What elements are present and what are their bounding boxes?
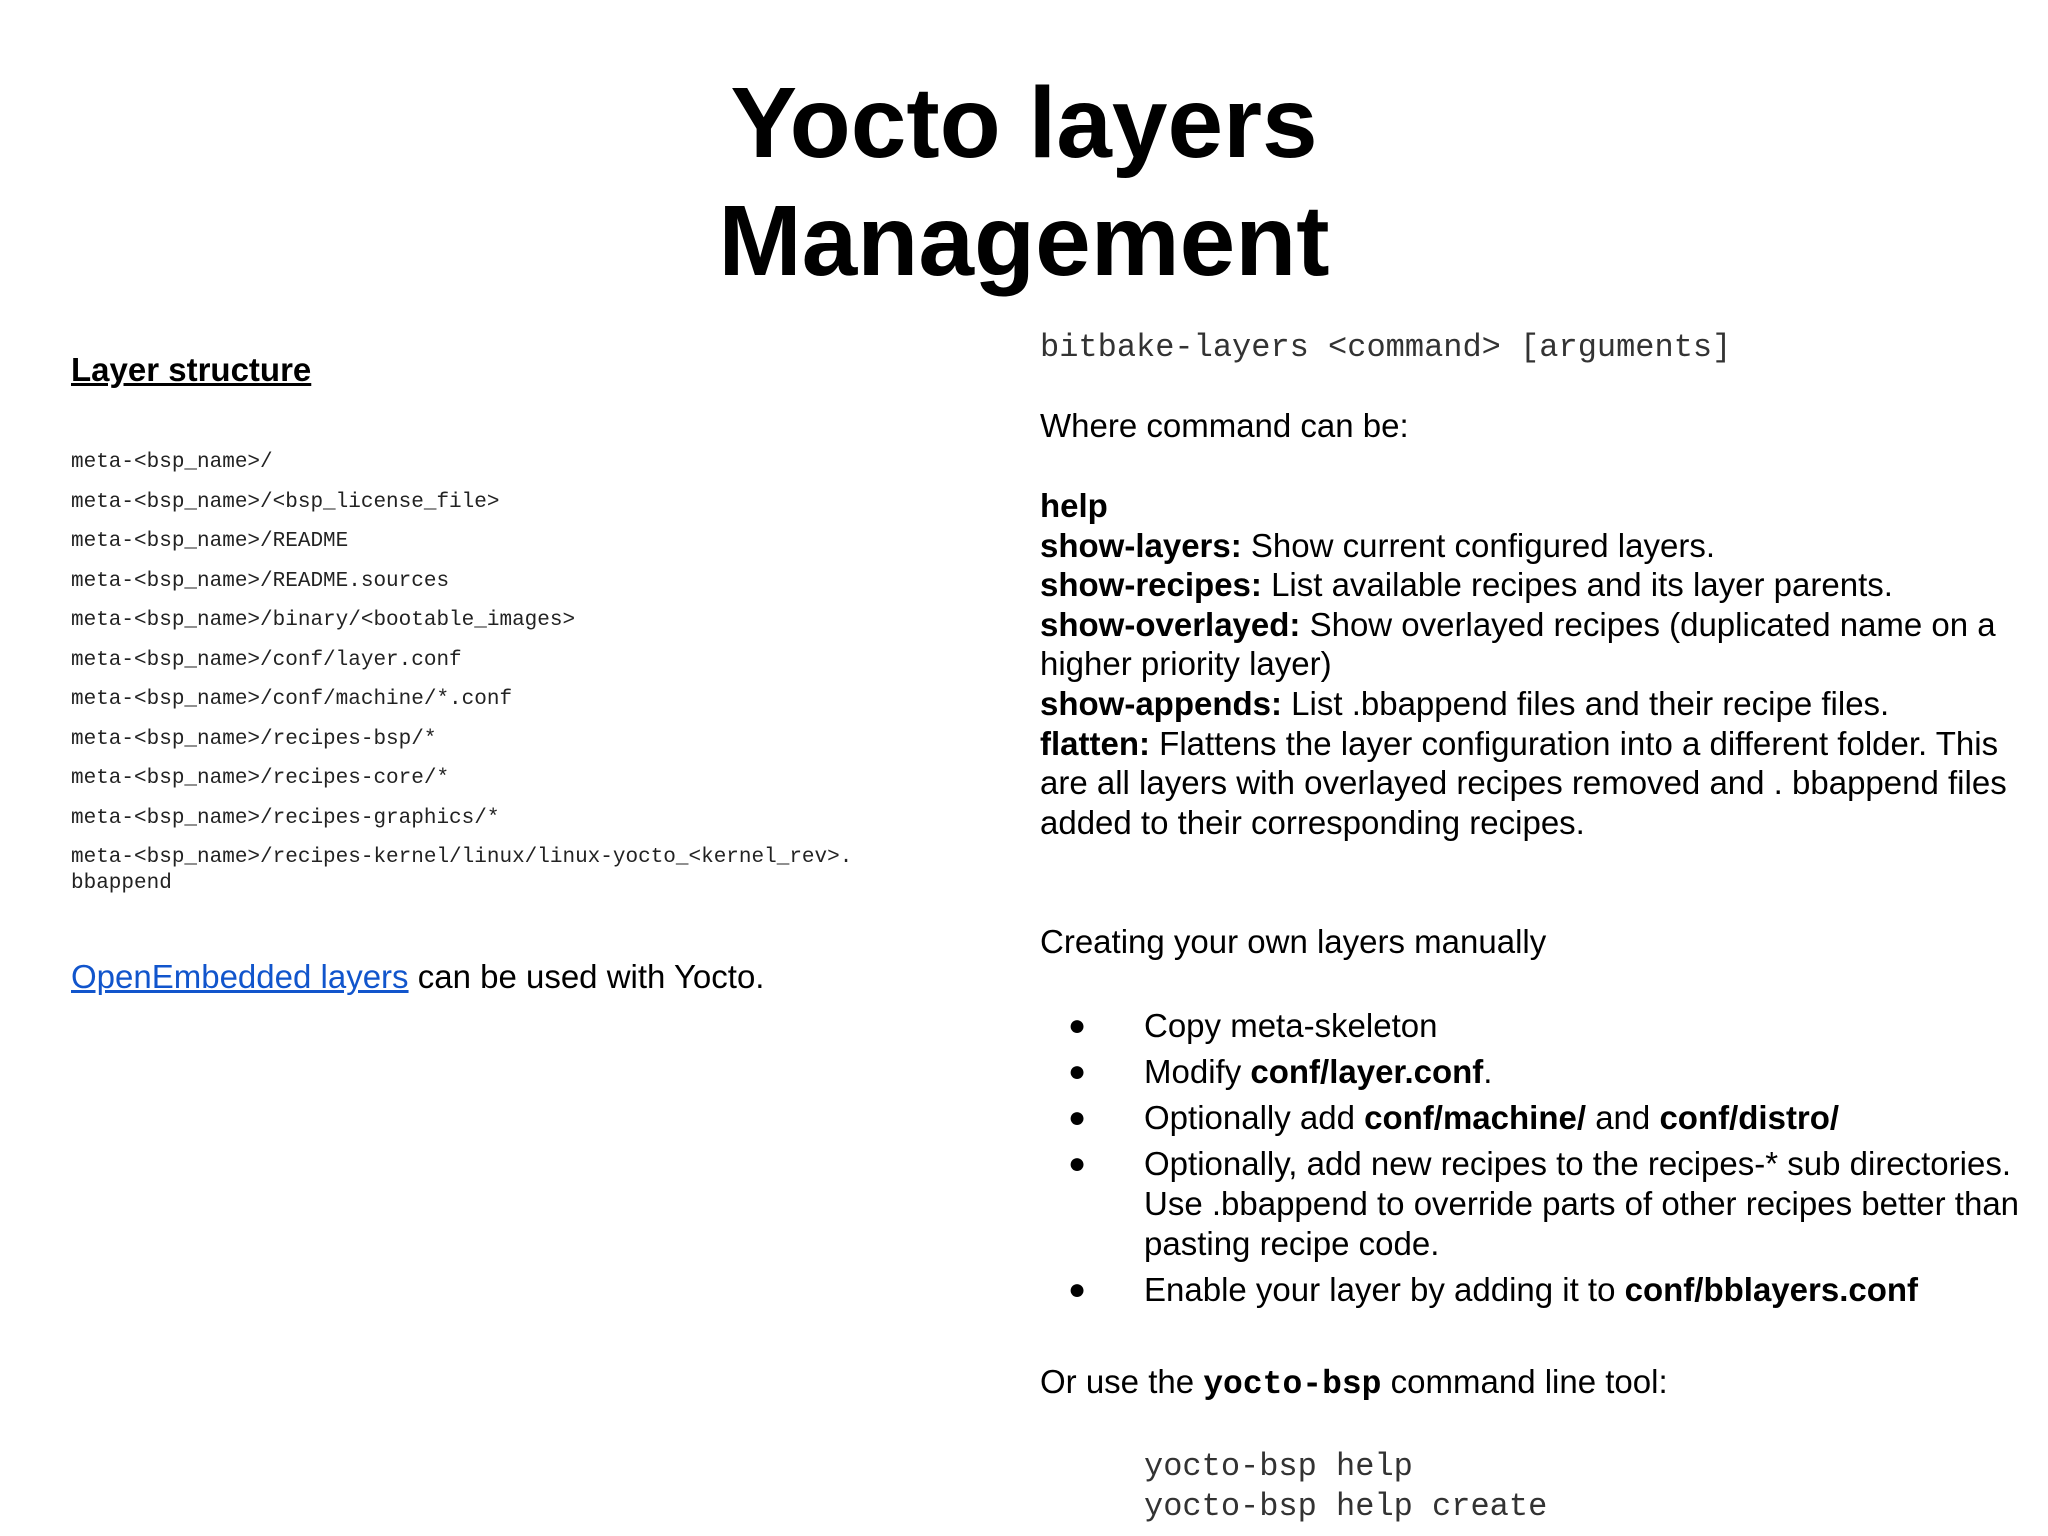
step-item xyxy=(1040,1270,2020,1310)
tree-item: meta-<bsp_name>/conf/layer.conf xyxy=(71,648,462,672)
step-bold-text: conf/machine/ xyxy=(1364,1099,1587,1137)
yocto-bsp-commands xyxy=(1144,1447,2020,1527)
step-text: Modify xyxy=(1144,1053,1251,1091)
tree-item: meta-<bsp_name>/README xyxy=(71,530,349,553)
step-item xyxy=(1040,1006,2020,1046)
bullet-icon: ● xyxy=(1068,1101,1087,1135)
creating-layers-heading: Creating your own layers manually xyxy=(1040,923,1547,961)
layer-creation-steps xyxy=(1040,1006,2020,1310)
tree-item: meta-<bsp_name>/README.sources xyxy=(71,569,450,593)
openembedded-note-text: can be used with Yocto. xyxy=(408,958,765,995)
page-title xyxy=(0,64,2048,300)
command-name: show-layers: xyxy=(1040,526,1242,564)
openembedded-note xyxy=(71,957,971,997)
command-name: show-overlayed: xyxy=(1040,605,1301,643)
command-item-show-recipes xyxy=(1040,565,2020,605)
layer-structure-tree xyxy=(71,450,971,897)
tree-item-continued: bbappend xyxy=(71,872,172,895)
command-item-flatten xyxy=(1040,724,2020,843)
tool-command: yocto-bsp help create xyxy=(1144,1488,1548,1526)
step-item xyxy=(1040,1052,2020,1092)
tree-item: meta-<bsp_name>/<bsp_license_file> xyxy=(71,490,500,514)
step-bold-text: conf/distro/ xyxy=(1659,1099,1840,1137)
page-title-line-1: Yocto layers xyxy=(730,67,1318,179)
tree-item: meta-<bsp_name>/recipes-bsp/* xyxy=(71,727,437,751)
tree-item: meta-<bsp_name>/recipes-graphics/* xyxy=(71,806,500,830)
step-text: Optionally, add new recipes to the recipes-* sub directories. Use .bbappend to override parts of other recipes better than pasting recipe code. xyxy=(1144,1145,2020,1263)
or-text-rest: command line tool: xyxy=(1381,1363,1668,1401)
tree-item: meta-<bsp_name>/recipes-kernel/linux/linux-yocto_<kernel_rev>. xyxy=(71,846,853,869)
tree-item: meta-<bsp_name>/ xyxy=(71,451,273,474)
command-desc: List .bbappend files and their recipe files. xyxy=(1282,684,1890,722)
tree-item: meta-<bsp_name>/binary/<bootable_images> xyxy=(71,609,576,632)
step-bold-text: conf/bblayers.conf xyxy=(1624,1271,1919,1309)
command-desc: Show overlayed recipes (duplicated name on a higher priority layer) xyxy=(1040,605,1996,683)
command-name: show-recipes: xyxy=(1040,566,1262,604)
command-name: flatten: xyxy=(1040,724,1150,762)
openembedded-layers-link[interactable]: OpenEmbedded layers xyxy=(71,958,409,995)
or-text: Or use the xyxy=(1040,1363,1204,1401)
command-item-show-layers xyxy=(1040,526,2020,566)
bullet-icon: ● xyxy=(1068,1055,1087,1089)
layer-structure-heading: Layer structure xyxy=(71,351,312,388)
step-bold-text: conf/layer.conf xyxy=(1250,1053,1484,1091)
tree-item: meta-<bsp_name>/conf/machine/*.conf xyxy=(71,688,513,711)
step-text: Enable your layer by adding it to xyxy=(1144,1271,1625,1309)
command-name: show-appends: xyxy=(1040,684,1283,722)
command-item-show-overlayed xyxy=(1040,605,2020,684)
tree-item: meta-<bsp_name>/recipes-core/* xyxy=(71,767,450,790)
command-desc: List available recipes and its layer parents. xyxy=(1261,566,1893,604)
right-column xyxy=(1040,328,2020,1527)
step-text: Copy meta-skeleton xyxy=(1144,1007,1438,1045)
yocto-bsp-tool-name: yocto-bsp xyxy=(1203,1366,1382,1404)
command-item-help xyxy=(1040,486,2020,526)
bullet-icon: ● xyxy=(1068,1147,1087,1181)
step-text: Optionally add xyxy=(1144,1099,1365,1137)
command-desc: Flattens the layer configuration into a different folder. This are all layers with overlayed recipes removed and . bbappend files added to their corresponding recipes. xyxy=(1040,724,2007,841)
command-list xyxy=(1040,486,2020,842)
bullet-icon: ● xyxy=(1068,1273,1087,1307)
command-name: help xyxy=(1040,487,1108,524)
bitbake-layers-syntax: bitbake-layers <command> [arguments] xyxy=(1040,329,1732,366)
command-desc: Show current configured layers. xyxy=(1241,526,1715,564)
step-item xyxy=(1040,1144,2020,1264)
tool-command: yocto-bsp help xyxy=(1144,1448,1413,1486)
left-column xyxy=(71,350,971,997)
step-item xyxy=(1040,1098,2020,1138)
step-text: . xyxy=(1483,1053,1493,1091)
bullet-icon: ● xyxy=(1068,1009,1087,1043)
where-command-text: Where command can be: xyxy=(1040,407,1409,444)
page-title-line-2: Management xyxy=(718,185,1330,297)
yocto-bsp-intro xyxy=(1040,1362,2020,1405)
step-text: and xyxy=(1586,1099,1660,1137)
command-item-show-appends xyxy=(1040,684,2020,724)
